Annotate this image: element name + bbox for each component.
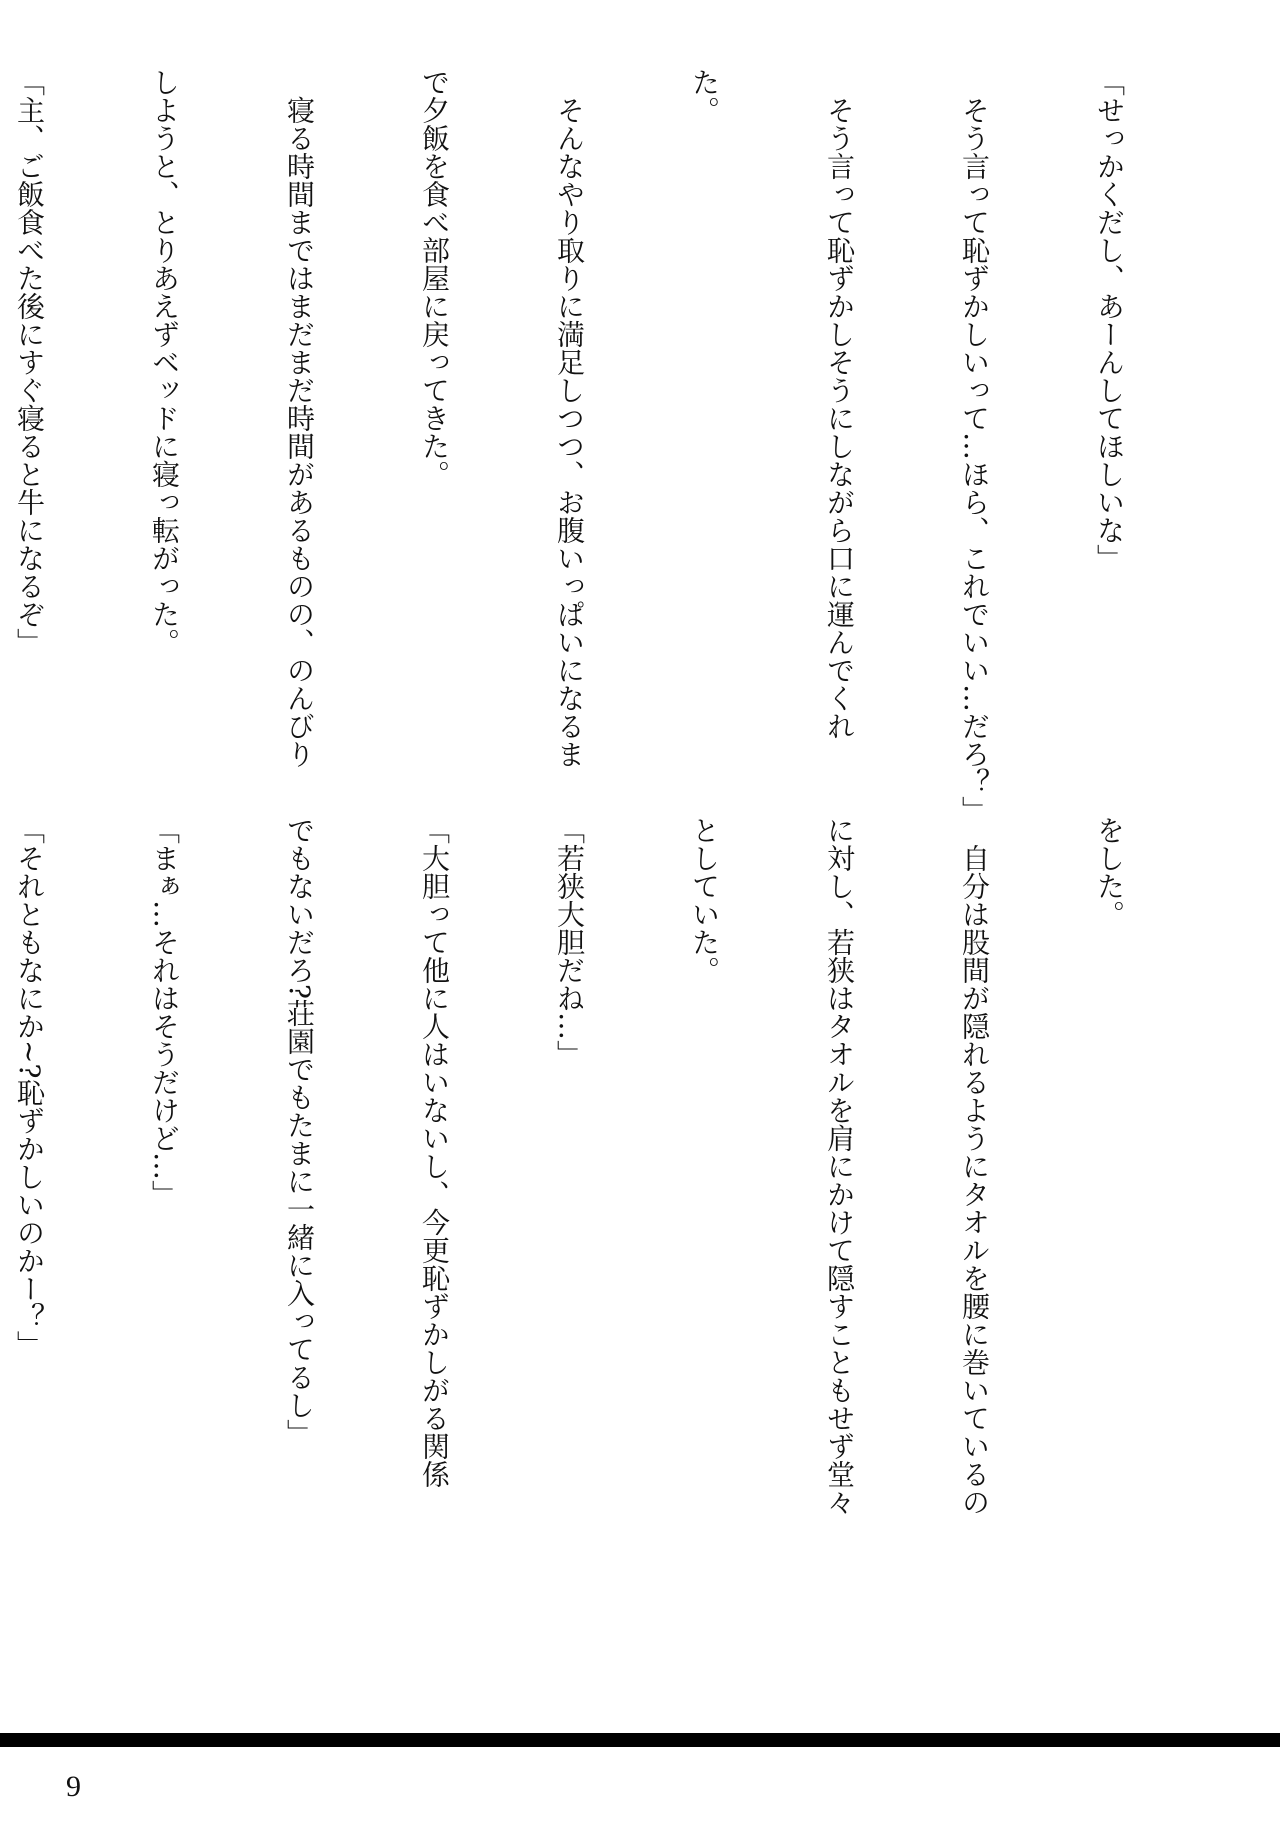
text-line: 「まぁ…それはそうだけど…」 xyxy=(148,816,181,1208)
text-line: でもないだろ?荘園でもたまに一緒に入ってるし」 xyxy=(283,816,316,1448)
text-line: 「大胆って他に人はいないし、今更恥ずかしがる関係 xyxy=(418,816,451,1488)
text-line: 「せっかくだし、あーんしてほしいな」 xyxy=(1093,68,1126,572)
text-line: しようと、とりあえずベッドに寝っ転がった。 xyxy=(148,68,181,656)
text-line: 「主、ご飯食べた後にすぐ寝ると牛になるぞ」 xyxy=(13,68,46,656)
text-line: 「それともなにか~?恥ずかしいのかー？」 xyxy=(13,816,46,1359)
text-line: そんなやり取りに満足しつつ、お腹いっぱいになるま xyxy=(553,68,586,768)
text-line: た。 xyxy=(688,68,721,124)
text-line: に対し、若狭はタオルを肩にかけて隠すこともせず堂々 xyxy=(823,816,856,1516)
page-number: 9 xyxy=(66,1770,81,1803)
text-line: 「若狭大胆だね…」 xyxy=(553,816,586,1068)
footer-rule xyxy=(0,1733,1280,1747)
text-line: で夕飯を食べ部屋に戻ってきた。 xyxy=(418,68,451,488)
text-line: としていた。 xyxy=(688,816,721,984)
text-line: 自分は股間が隠れるようにタオルを腰に巻いているの xyxy=(958,816,991,1516)
text-line: そう言って恥ずかしそうにしながら口に運んでくれ xyxy=(823,68,856,740)
text-column-bottom xyxy=(13,816,1222,1542)
text-line: そう言って恥ずかしいって…ほら、これでいい…だろ？」 xyxy=(958,68,991,824)
text-line: 寝る時間まではまだまだ時間があるものの、のんびり xyxy=(283,68,316,768)
text-column-top xyxy=(13,68,1222,824)
text-line: をした。 xyxy=(1093,816,1126,928)
